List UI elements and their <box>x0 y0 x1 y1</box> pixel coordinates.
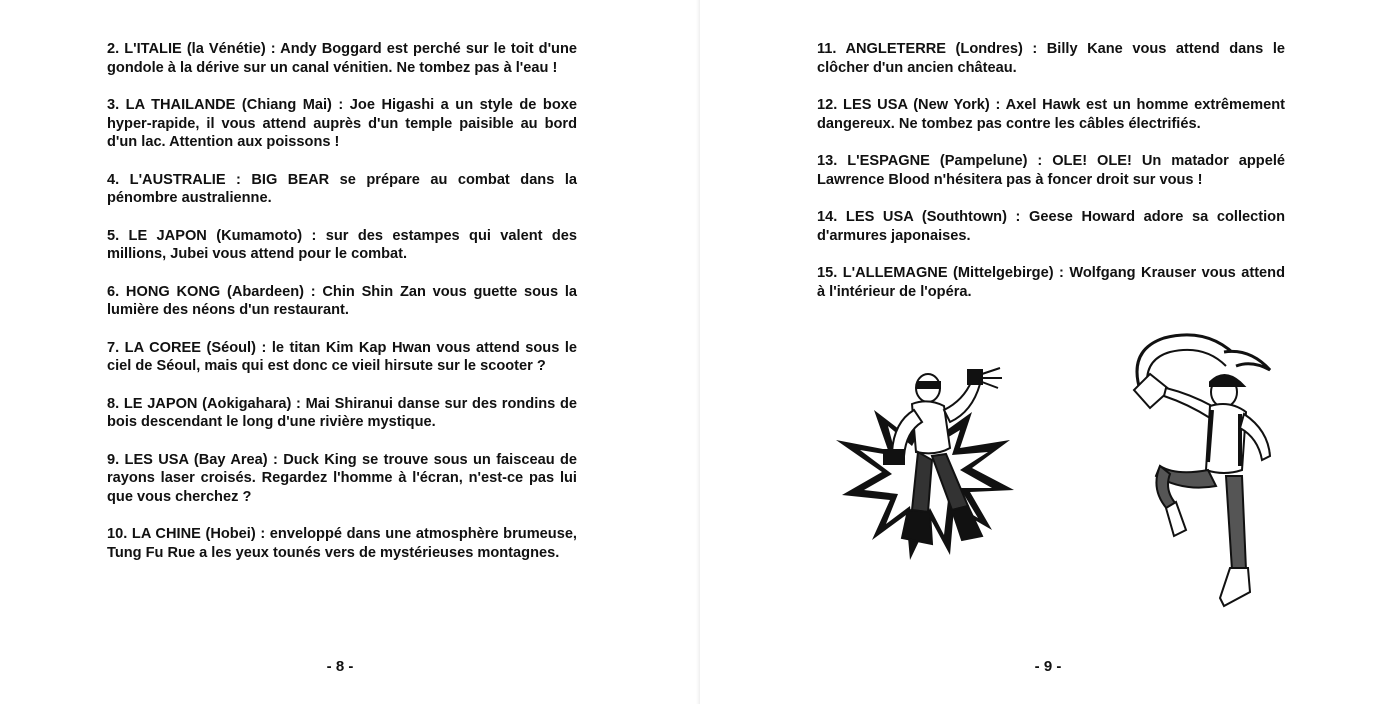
page-number-right: - 9 - <box>1034 658 1062 675</box>
fighter-punch-burst-illustration <box>832 360 1022 580</box>
stage-entry: 15. L'ALLEMAGNE (Mittelgebirge) : Wolfgang Krauser vous attend à l'intérieur de l'opéra. <box>817 265 1285 300</box>
page-number-left: - 8 - <box>326 658 354 675</box>
stage-entry: 4. L'AUSTRALIE : BIG BEAR se prépare au combat dans la pénombre australienne. <box>107 171 577 206</box>
stage-entry: 7. LA COREE (Séoul) : le titan Kim Kap Hwan vous attend sous le ciel de Séoul, mais qui est donc ce vieil hirsute sur le scooter ? <box>107 339 577 374</box>
stage-list-left <box>107 40 577 581</box>
stage-entry: 10. LA CHINE (Hobei) : enveloppé dans une atmosphère brumeuse, Tung Fu Rue a les yeux tounés vers de mystérieuses montagnes. <box>107 526 577 561</box>
right-page <box>700 0 1400 704</box>
stage-entry: 2. L'ITALIE (la Vénétie) : Andy Boggard est perché sur le toit d'une gondole à la dérive sur un canal vénitien. Ne tombez pas à l'eau ! <box>107 41 577 76</box>
stage-entry: 5. LE JAPON (Kumamoto) : sur des estampes qui valent des millions, Jubei vous attend pour le combat. <box>107 227 577 262</box>
stage-entry: 14. LES USA (Southtown) : Geese Howard adore sa collection d'armures japonaises. <box>817 209 1285 244</box>
stage-entry: 9. LES USA (Bay Area) : Duck King se trouve sous un faisceau de rayons laser croisés. Regardez l'homme à l'écran, n'est-ce pas lui que vous cherchez ? <box>107 451 577 505</box>
stage-entry: 12. LES USA (New York) : Axel Hawk est un homme extrêmement dangereux. Ne tombez pas contre les câbles électrifiés. <box>817 97 1285 132</box>
stage-list-right <box>817 40 1285 320</box>
stage-entry: 3. LA THAILANDE (Chiang Mai) : Joe Higashi a un style de boxe hyper-rapide, il vous attend auprès d'un temple paisible au bord d'un lac. Attention aux poissons ! <box>107 97 577 150</box>
stage-entry: 6. HONG KONG (Abardeen) : Chin Shin Zan vous guette sous la lumière des néons d'un restaurant. <box>107 283 577 318</box>
fighter-flying-kick-illustration <box>1120 330 1290 620</box>
stage-entry: 13. L'ESPAGNE (Pampelune) : OLE! OLE! Un matador appelé Lawrence Blood n'hésitera pas à foncer droit sur vous ! <box>817 153 1285 188</box>
stage-entry: 11. ANGLETERRE (Londres) : Billy Kane vous attend dans le clôcher d'un ancien château. <box>817 41 1285 76</box>
stage-entry: 8. LE JAPON (Aokigahara) : Mai Shiranui danse sur des rondins de bois descendant le long d'une rivière mystique. <box>107 395 577 430</box>
